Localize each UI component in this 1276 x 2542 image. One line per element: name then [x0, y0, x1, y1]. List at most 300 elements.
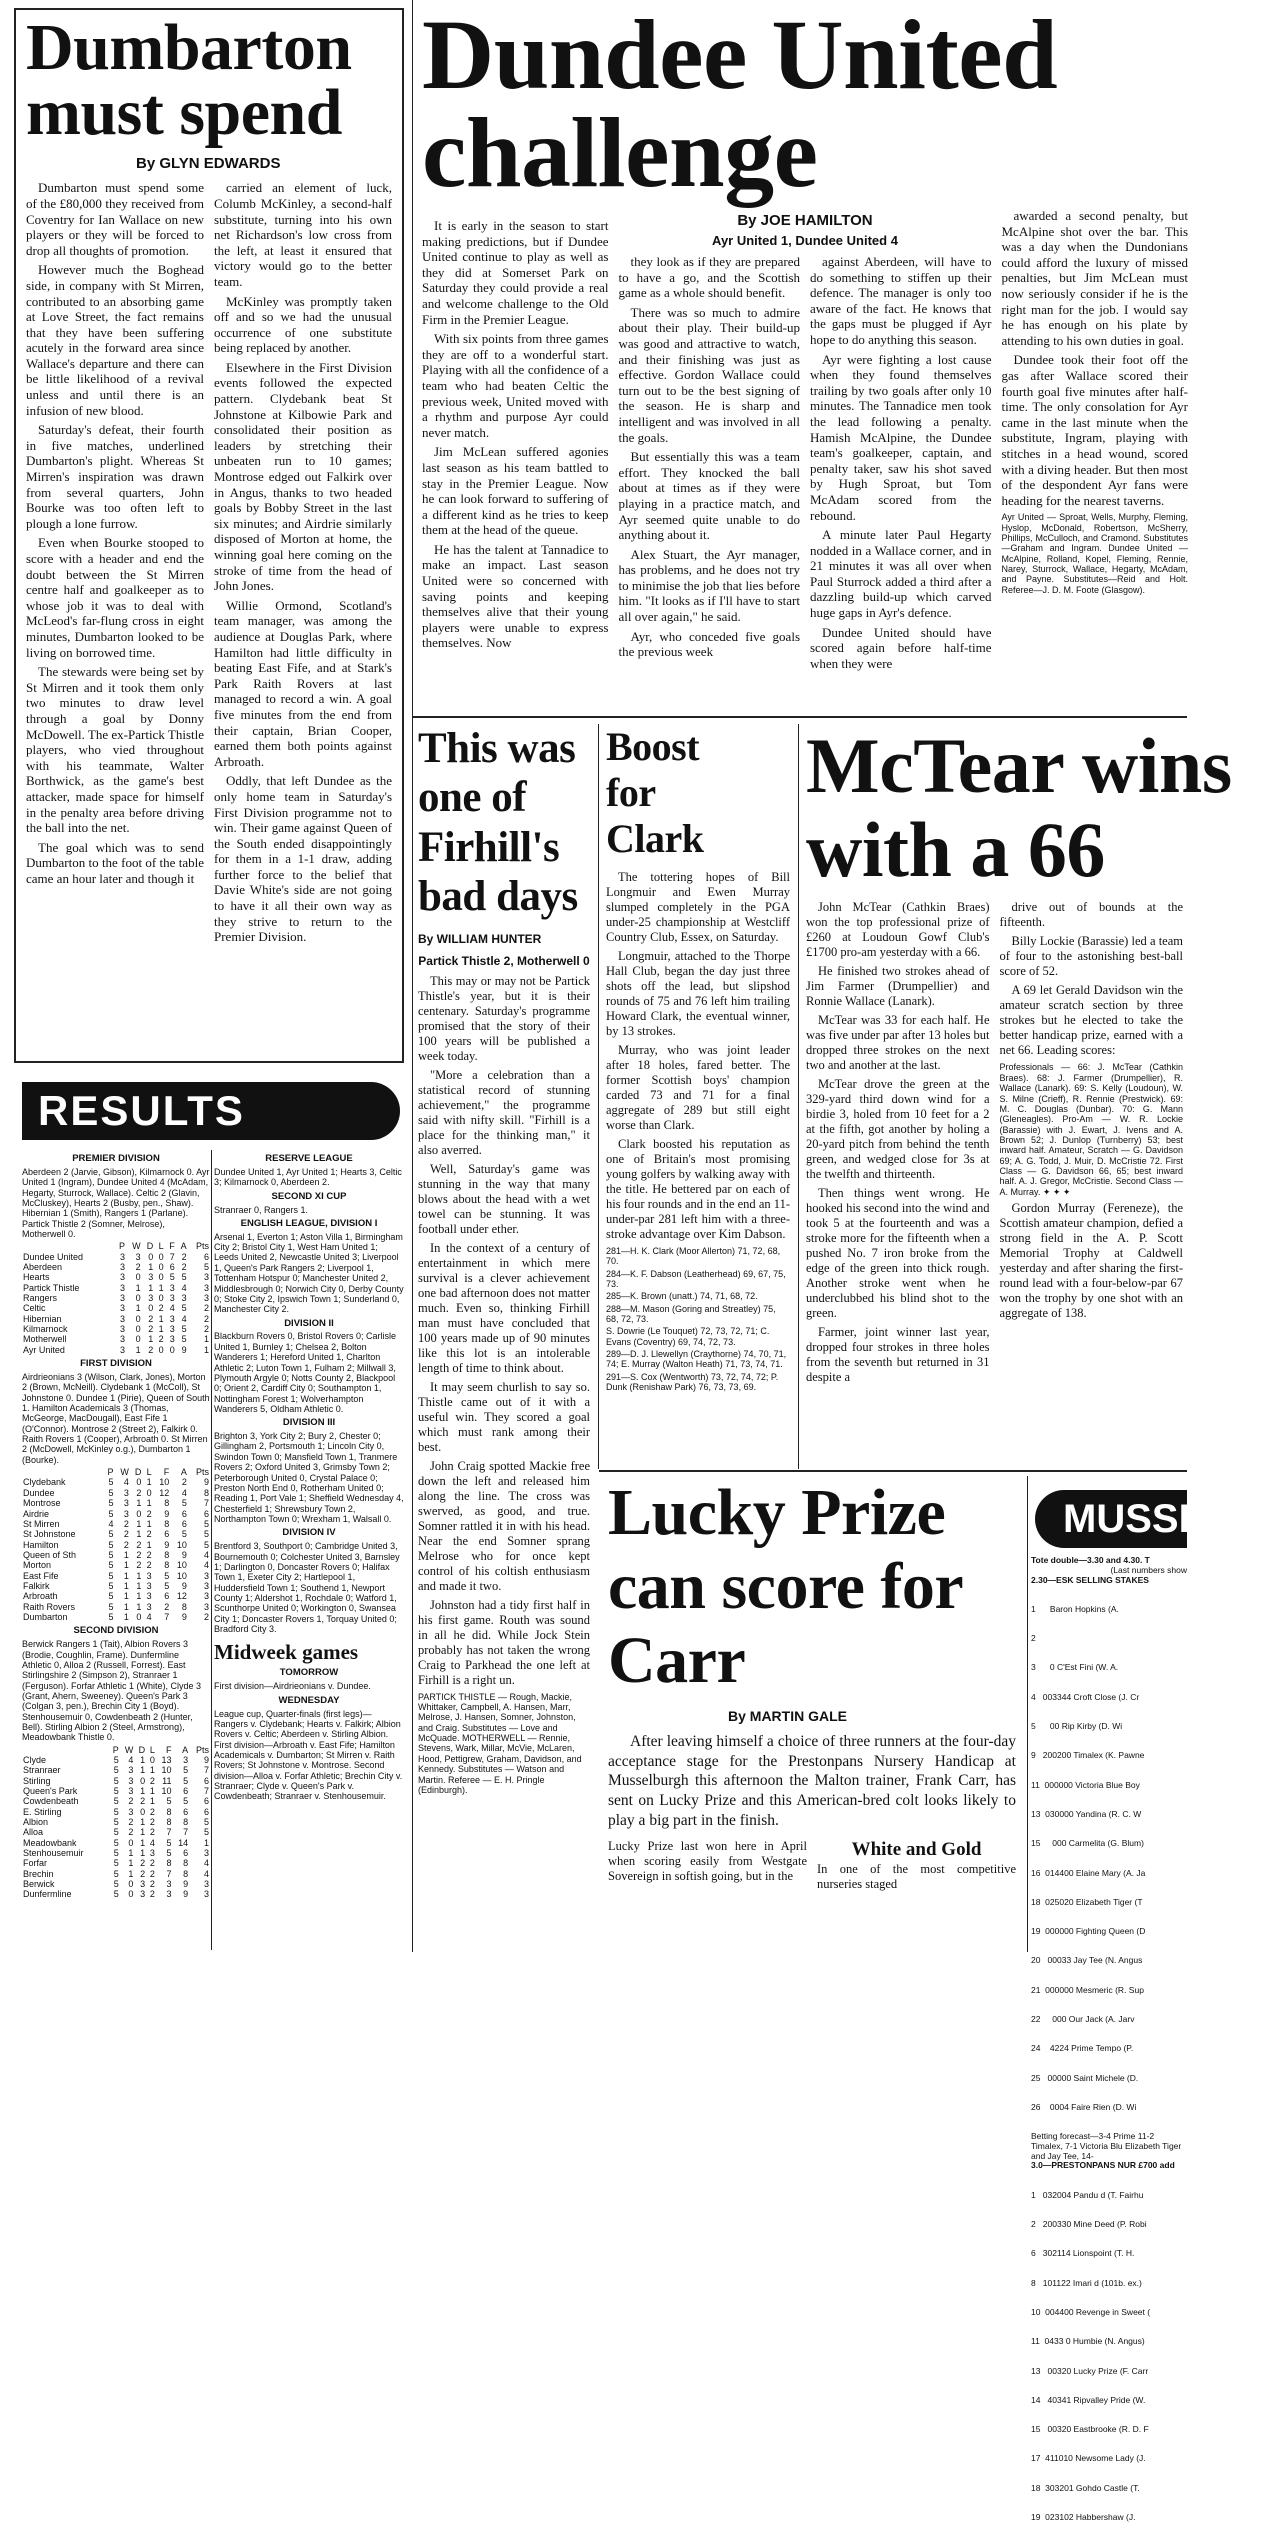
- column-header: [22, 1745, 109, 1755]
- table-cell: 1: [123, 1591, 129, 1602]
- table-cell: 2: [146, 1560, 152, 1571]
- table-cell: 3: [203, 1601, 209, 1612]
- table-cell: 3: [146, 1601, 152, 1612]
- table-cell: 1: [140, 1765, 146, 1776]
- team-name: Dunfermline: [23, 1889, 72, 1900]
- table-cell: 0: [136, 1508, 142, 1519]
- table-cell: 5: [108, 1560, 114, 1571]
- table-cell: 2: [164, 1601, 170, 1612]
- table-cell: 5: [108, 1601, 114, 1612]
- table-cell: 7: [166, 1827, 172, 1838]
- team-name: Albion: [23, 1817, 49, 1828]
- table-cell: 3: [120, 1262, 126, 1273]
- table-cell: 9: [181, 1549, 187, 1560]
- table-cell: 0: [146, 1487, 152, 1498]
- team-name: Motherwell: [23, 1334, 67, 1345]
- table-cell: 2: [149, 1889, 155, 1900]
- runner: 14 40341 Ripvalley Pride (W.: [1031, 2394, 1146, 2405]
- table-cell: 3: [140, 1889, 146, 1900]
- table-cell: 3: [166, 1879, 172, 1890]
- english-div2-results: Blackburn Rovers 0, Bristol Rovers 0; Carlisle United 1, Burnley 1; Chelsea 2, Bolton Wanderers 1; Hereford United 1, Charlton Athletic 2; Luton Town 1, Fulham 2; Millwall 3, Plymouth Argyle 0; Notts County 2, Blackpool 0; Orient 2, Cardiff City 0; Southampton 1, Nottingham Forest 1; Wolverhampton Wanderers 5, Oldham Athletic 0.: [214, 1331, 397, 1414]
- table-cell: 5: [166, 1837, 172, 1848]
- firhill-teams: PARTICK THISTLE — Rough, Mackie, Whittaker, Campbell, A. Hansen, Marr, Melrose, J. Hansen, Somner, Johnston, and Craig. Substitutes — Love and McQuade. MOTHERWELL — Rennie, Stevens, Wark, Millar, McVie, McLaren, Hood, Pettigrew, Graham, Davidson, and Kennedy. Substitutes — Watson and Martin. Referee — E. H. Pringle (Edinburgh).: [418, 1691, 582, 1795]
- lucky-lead: After leaving himself a choice of three runners at the four-day acceptance stage for the Prestonpans Nursery Handicap at Musselburgh this afternoon the Malton trainer, Frank Carr, has sent on Lucky Prize and this American-bred colt looks likely to play a big part in the finish.: [608, 1732, 1016, 1830]
- table-cell: 3: [169, 1282, 175, 1293]
- table-row: [22, 1345, 210, 1355]
- lucky-article: [602, 1476, 1022, 1952]
- table-cell: 2: [140, 1858, 146, 1869]
- table-cell: 10: [176, 1560, 187, 1571]
- table-cell: 5: [166, 1796, 172, 1807]
- dundee-column-1: [422, 208, 609, 675]
- musselburgh-racecard: [1031, 1555, 1187, 2523]
- paragraph: There was so much to admire about their play. Their build-up was good and attractive to watch, and their finishing was just as effective. Gordon Wallace could turn out to be the best signing of the season. He is sharp and intelligent and was involved in all the goals.: [618, 304, 800, 445]
- table-row: [22, 1509, 210, 1519]
- table-cell: 8: [164, 1518, 170, 1529]
- team-name: Airdrie: [23, 1508, 50, 1519]
- table-cell: 3: [203, 1848, 209, 1859]
- table-cell: 0: [135, 1334, 141, 1345]
- table-cell: 2: [136, 1549, 142, 1560]
- runner: 13 00320 Lucky Prize (F. Carr: [1031, 2365, 1149, 2376]
- team-name: Ayr United: [23, 1344, 65, 1355]
- paragraph: He finished two strokes ahead of Jim Farmer (Drumpellier) and Ronnie Wallace (Lanark).: [806, 964, 990, 1009]
- runner: 10 004400 Revenge in Sweet (: [1031, 2306, 1151, 2317]
- table-cell: 0: [149, 1754, 155, 1765]
- premier-results: Aberdeen 2 (Jarvie, Gibson), Kilmarnock 0. Ayr United 1 (Ingram), Dundee United 4 (McAdam, Hegarty, Sturrock, Wallace). Celtic 2 (Glavin, McCluskey), Hearts 2 (Busby, pen., Shaw). Hibernian 1 (Smith), Rangers 1 (Parlane). Partick Thistle 2 (Somner, Melrose), Motherwell 0.: [22, 1166, 210, 1239]
- table-cell: 9: [164, 1508, 170, 1519]
- paragraph: Saturday's defeat, their fourth in five matches, underlined Dumbarton's plight. Whereas St Mirren's inspiration was drawn from several quarters, John Bourke was too often left to plough a lone furrow.: [26, 422, 204, 531]
- table-row: [22, 1765, 210, 1775]
- table-cell: 10: [159, 1477, 170, 1488]
- lucky-headline: Lucky Prize can score for Carr: [608, 1476, 962, 1697]
- team-name: Montrose: [23, 1498, 61, 1509]
- team-name: Morton: [23, 1560, 52, 1571]
- table-cell: 2: [158, 1334, 164, 1345]
- premier-table: [22, 1241, 210, 1355]
- table-cell: 4: [181, 1282, 187, 1293]
- lucky-column-2: [817, 1839, 1016, 1892]
- results-right-column: [214, 1150, 404, 1950]
- table-cell: 2: [149, 1775, 155, 1786]
- table-cell: 1: [146, 1518, 152, 1529]
- paragraph: A minute later Paul Hegarty nodded in a Wallace corner, and in 21 minutes it was all over when Paul Sturrock added a third after a dazzling build-up which carved huge gaps in Ayr's defence.: [810, 527, 992, 621]
- runners-list: [1031, 1585, 1187, 2132]
- table-cell: 5: [203, 1262, 209, 1273]
- mctear-article: [802, 722, 1232, 1469]
- table-row: [22, 1519, 210, 1529]
- column-header: L: [158, 1241, 164, 1252]
- team-name: Berwick: [23, 1879, 55, 1890]
- table-cell: 0: [140, 1806, 146, 1817]
- table-cell: 9: [183, 1879, 189, 1890]
- paragraph: Dumbarton must spend some of the £80,000 they received from Coventry for Ian Wallace on new players or they will be forced to drop all thoughts of promotion.: [26, 180, 204, 258]
- runner: 24 4224 Prime Tempo (P.: [1031, 2043, 1134, 2054]
- table-cell: 2: [148, 1344, 154, 1355]
- table-cell: 5: [181, 1334, 187, 1345]
- english-div4-heading: DIVISION IV: [282, 1527, 336, 1539]
- dundee-teams: Ayr United — Sproat, Wells, Murphy, Fleming, Hyslop, McDonald, Robertson, McSherry, Phillips, McCulloch, and Cramond. Substitutes—Graham and Ingram. Dundee United — McAlpine, Rolland, Kopel, Fleming, Rennie, Narey, Sturrock, Wallace, Hegarty, McAdam, and Payne. Substitutes—Reid and Holt. Referee—J. D. M. Foote (Glasgow).: [1001, 512, 1188, 595]
- dumbarton-column-1: [26, 180, 204, 949]
- paragraph: However much the Boghead side, in company with St Mirren, contributed to an absorbing game at Love Street, the fact remains that they have been suffering acutely in the forward area since Wallace's departure and there can be little likelihood of a revival unless and until there is an infusion of new blood.: [26, 262, 204, 418]
- dundee-byline: By JOE HAMILTON: [737, 212, 873, 229]
- table-row: [22, 1488, 210, 1498]
- table-cell: 6: [181, 1518, 187, 1529]
- table-row: [22, 1303, 210, 1313]
- team-name: E. Stirling: [23, 1806, 62, 1817]
- table-cell: 1: [149, 1796, 155, 1807]
- table-cell: 6: [203, 1806, 209, 1817]
- table-cell: 11: [162, 1775, 172, 1786]
- table-row: [22, 1786, 210, 1796]
- column-rule: [798, 724, 799, 1469]
- team-name: Stenhousemuir: [23, 1848, 84, 1859]
- second-division-results: Berwick Rangers 1 (Tait), Albion Rovers 3 (Brodie, Coughlin, Frame). Dunfermline Athletic 0, Alloa 2 (Russell, Forrest). East Stirlingshire 2 (Simpson 2), Stranraer 1 (Ferguson). Forfar Athletic 1 (White), Clyde 3 (Grant, Ahern, Sweeney). Queen's Park 3 (Colgan 3, pen.), Brechin City 1 (Boyd). Stenhousemuir 0, Cowdenbeath 2 (Hunter, Bell). Stirling Albion 2 (Steel, Armstrong), Meadowbank Thistle 0.: [22, 1639, 202, 1743]
- runner: 2 200330 Mine Deed (P. Robi: [1031, 2219, 1147, 2230]
- table-cell: 2: [146, 1529, 152, 1540]
- column-header: W: [132, 1241, 141, 1252]
- table-cell: 2: [128, 1796, 134, 1807]
- table-cell: 9: [164, 1539, 170, 1550]
- table-row: [22, 1776, 210, 1786]
- table-cell: 0: [140, 1775, 146, 1786]
- firhill-headline: This was one of Firhill's bad days: [418, 725, 578, 921]
- runner: 21 000000 Mesmeric (R. Sup: [1031, 1984, 1144, 1995]
- runner: 18 303201 Gohdo Castle (T.: [1031, 2482, 1140, 2493]
- team-name: Aberdeen: [23, 1262, 63, 1273]
- dundee-column-2: [619, 254, 801, 675]
- table-cell: 1: [136, 1518, 142, 1529]
- table-cell: 9: [183, 1889, 189, 1900]
- paragraph: He has the talent at Tannadice to make an impact. Last season United were so concerned with saving points and keeping themselves alive that their young players were unable to express themselves. Now: [422, 541, 609, 651]
- table-row: [22, 1529, 210, 1539]
- table-cell: 2: [181, 1477, 187, 1488]
- table-cell: 3: [128, 1775, 134, 1786]
- table-cell: 0: [135, 1324, 141, 1335]
- first-division-table: [22, 1467, 210, 1622]
- table-cell: 4: [181, 1487, 187, 1498]
- team-name: St Johnstone: [23, 1529, 76, 1540]
- table-cell: 10: [161, 1786, 172, 1797]
- table-row: [22, 1550, 210, 1560]
- column-header: F: [165, 1744, 172, 1755]
- paragraph: The tottering hopes of Bill Longmuir and Ewen Murray slumped completely in the PGA under-25 championship at Westcliff Country Club, Essex, on Saturday.: [606, 870, 790, 944]
- table-cell: 5: [113, 1806, 119, 1817]
- column-header: [22, 1467, 103, 1477]
- table-cell: 3: [169, 1293, 175, 1304]
- table-cell: 2: [128, 1817, 134, 1828]
- table-cell: 0: [128, 1837, 134, 1848]
- column-header: D: [138, 1744, 146, 1755]
- table-cell: 3: [203, 1293, 209, 1304]
- table-row: [22, 1272, 210, 1282]
- table-header: [22, 1241, 210, 1251]
- paragraph: John Craig spotted Mackie free down the left and released him along the line. The cross was swerved, as good, and true. Somner rattled it in with his head. Near the end Somner sprang Melrose who for once kept control of his coltish enthusiasm and made it two.: [418, 1458, 590, 1593]
- column-header: W: [124, 1744, 134, 1755]
- team-name: Cowdenbeath: [23, 1796, 79, 1807]
- table-cell: 13: [161, 1754, 172, 1765]
- boost-scores: [606, 1246, 790, 1392]
- paragraph: Longmuir, attached to the Thorpe Hall Club, began the day just three shots off the lead, but slipshod rounds of 75 and 76 left him trailing Howard Clark, the eventual winner, by 13 strokes.: [606, 949, 790, 1038]
- paragraph: awarded a second penalty, but McAlpine shot over the bar. This was a day when the Dundonians could afford the luxury of missed penalties, but Jim McLean must now seriously consider if he is the right man for the job. I would say he has enough on his plate by attending to his own duties in goal.: [1001, 208, 1188, 348]
- paragraph: In one of the most competitive nurseries staged: [817, 1861, 1016, 1891]
- paragraph: This may or may not be Partick Thistle's year, but it is their centenary. Saturday's programme promised that the story of their 100 years will be published a week today.: [418, 973, 590, 1063]
- table-cell: 5: [164, 1580, 170, 1591]
- table-cell: 5: [203, 1529, 209, 1540]
- table-cell: 3: [183, 1754, 189, 1765]
- dumbarton-article: [14, 8, 404, 1063]
- race-heading: 3.0—PRESTONPANS NUR £700 add: [1031, 2160, 1175, 2171]
- table-cell: 0: [136, 1477, 142, 1488]
- score-line: 281—H. K. Clark (Moor Allerton) 71, 72, 68, 70.: [606, 1246, 781, 1267]
- runner: 3 0 C'Est Fini (W. A.: [1031, 1662, 1119, 1673]
- team-name: Rangers: [23, 1293, 58, 1304]
- table-cell: 3: [203, 1570, 209, 1581]
- table-cell: 0: [158, 1293, 164, 1304]
- team-name: Dumbarton: [23, 1611, 68, 1622]
- english-div2-heading: DIVISION II: [284, 1317, 334, 1329]
- column-header: F: [169, 1241, 175, 1252]
- table-cell: 3: [146, 1591, 152, 1602]
- table-cell: 0: [135, 1272, 141, 1283]
- team-name: Stranraer: [23, 1765, 61, 1776]
- team-name: Queen's Park: [23, 1786, 78, 1797]
- table-cell: 6: [183, 1786, 189, 1797]
- first-division-heading: FIRST DIVISION: [80, 1358, 152, 1370]
- paragraph: But essentially this was a team effort. They knocked the ball about at times as if they were playing in a practice match, and Ayr seemed quite unable to do anything about it.: [618, 449, 800, 543]
- table-cell: 8: [183, 1817, 189, 1828]
- table-cell: 5: [183, 1765, 189, 1776]
- runner: 1 032004 Pandu d (T. Fairhu: [1031, 2189, 1144, 2200]
- white-and-gold-heading: White and Gold: [851, 1838, 982, 1860]
- runner: 1 Baron Hopkins (A.: [1031, 1603, 1119, 1614]
- table-cell: 5: [108, 1477, 114, 1488]
- table-cell: 4: [203, 1868, 209, 1879]
- table-cell: 1: [128, 1848, 134, 1859]
- column-header: [22, 1241, 114, 1251]
- table-row: [22, 1796, 210, 1806]
- paragraph: Ayr, who conceded five goals the previous week: [618, 628, 800, 660]
- runner: 9 200200 Timalex (K. Pawne: [1031, 1750, 1145, 1761]
- table-cell: 3: [120, 1282, 126, 1293]
- column-header: D: [146, 1241, 154, 1252]
- column-header: L: [149, 1744, 155, 1755]
- first-division-results: Airdrieonians 3 (Wilson, Clark, Jones), Morton 2 (Brown, McNeill). Clydebank 1 (McColl), St Johnstone 0. Dundee 1 (Pirie), Queen of South 1. Hamilton Academicals 3 (Thomas, McGeorge, MacDougall), East Fife 1 (O'Connor). Montrose 2 (Street 2), Falkirk 0. Raith Rovers 1 (Cooper), Arbroath 0. St Mirren 2 (McDowell, McKinley o.g.), Dumbarton 1 (Bourke).: [22, 1372, 210, 1465]
- runner: 4 003344 Croft Close (J. Cr: [1031, 1691, 1140, 1702]
- paragraph: against Aberdeen, will have to do something to stiffen up their defence. The manager is only too aware of the fact. He knows that the gaps must be plugged if Ayr hope to do anything this season.: [810, 254, 992, 347]
- table-cell: 3: [135, 1251, 141, 1262]
- table-row: [22, 1314, 210, 1324]
- column-header: P: [119, 1241, 126, 1252]
- table-cell: 2: [136, 1539, 142, 1550]
- table-cell: 1: [158, 1324, 164, 1335]
- table-cell: 5: [113, 1775, 119, 1786]
- table-cell: 7: [203, 1765, 209, 1776]
- table-cell: 3: [169, 1324, 175, 1335]
- results-banner: RESULTS: [22, 1082, 400, 1140]
- table-cell: 9: [181, 1580, 187, 1591]
- table-row: [22, 1879, 210, 1889]
- table-cell: 1: [203, 1344, 209, 1355]
- table-cell: 1: [136, 1570, 142, 1581]
- last-numbers-note: (Last numbers show: [1110, 1564, 1187, 1575]
- dumbarton-headline: Dumbarton must spend: [26, 11, 352, 149]
- table-cell: 1: [158, 1282, 164, 1293]
- table-cell: 3: [123, 1508, 129, 1519]
- table-cell: 8: [164, 1549, 170, 1560]
- table-cell: 2: [149, 1858, 155, 1869]
- paragraph: Oddly, that left Dundee as the only home team in Saturday's First Division programme not to win. Their game against Queen of the South ended disappointingly for them in a 1-1 draw, adding further force to the belief that Davie White's side are not going to have it all their own way as they strive to return to the Premier Division.: [214, 773, 392, 945]
- table-cell: 2: [140, 1868, 146, 1879]
- paragraph: Willie Ormond, Scotland's team manager, was among the audience at Douglas Park, where Hamilton had little difficulty in beating East Fife, and at Stark's Park Raith Rovers at last managed to record a win. A goal five minutes from the end from their captain, Brian Cooper, earned them both points against Arbroath.: [214, 597, 392, 769]
- table-cell: 1: [146, 1498, 152, 1509]
- table-cell: 2: [203, 1611, 209, 1622]
- table-cell: 5: [108, 1611, 114, 1622]
- table-row: [22, 1889, 210, 1899]
- table-cell: 4: [203, 1549, 209, 1560]
- table-cell: 1: [136, 1591, 142, 1602]
- table-cell: 2: [149, 1868, 155, 1879]
- table-cell: 2: [148, 1324, 154, 1335]
- table-cell: 3: [140, 1879, 146, 1890]
- table-cell: 9: [181, 1611, 187, 1622]
- betting-forecast: Betting forecast—3-4 Prime 11-2 Timalex, 7-1 Victoria Blu Elizabeth Tiger and Jay Tee, 14-: [1031, 2131, 1182, 2161]
- table-cell: 3: [120, 1313, 126, 1324]
- table-cell: 2: [146, 1549, 152, 1560]
- table-row: [22, 1612, 210, 1622]
- table-cell: 3: [120, 1324, 126, 1335]
- table-cell: 0: [158, 1262, 164, 1273]
- dundee-column-4: [1002, 208, 1189, 675]
- team-name: Clyde: [23, 1754, 47, 1765]
- table-cell: 3: [203, 1282, 209, 1293]
- table-row: [22, 1838, 210, 1848]
- table-cell: 1: [148, 1334, 154, 1345]
- runners-list: [1031, 2171, 1187, 2542]
- table-cell: 8: [166, 1817, 172, 1828]
- table-cell: 5: [108, 1529, 114, 1540]
- table-cell: 5: [113, 1827, 119, 1838]
- table-cell: 1: [135, 1344, 141, 1355]
- table-cell: 12: [176, 1591, 187, 1602]
- table-cell: 3: [120, 1334, 126, 1345]
- table-row: [22, 1817, 210, 1827]
- table-cell: 0: [169, 1344, 175, 1355]
- table-cell: 8: [164, 1560, 170, 1571]
- table-row: [22, 1827, 210, 1837]
- paragraph: With six points from three games they are off to a wonderful start. Playing with all the confidence of a team who had beaten Celtic the previous week, United moved with a rhythm and purpose Ayr could never match.: [422, 331, 609, 440]
- firhill-score: Partick Thistle 2, Motherwell 0: [418, 953, 590, 968]
- table-cell: 6: [203, 1775, 209, 1786]
- table-cell: 5: [183, 1775, 189, 1786]
- table-cell: 4: [169, 1303, 175, 1314]
- table-cell: 8: [203, 1487, 209, 1498]
- table-row: [22, 1858, 210, 1868]
- boost-headline: Boost for Clark: [606, 724, 704, 861]
- midweek-games-heading: Midweek games: [214, 1640, 359, 1665]
- table-cell: 5: [164, 1570, 170, 1581]
- premier-heading: PREMIER DIVISION: [72, 1153, 160, 1164]
- table-cell: 5: [113, 1889, 119, 1900]
- column-rule: [211, 1150, 212, 1950]
- table-cell: 5: [113, 1848, 119, 1859]
- wednesday-heading: WEDNESDAY: [278, 1694, 340, 1706]
- table-row: [22, 1755, 210, 1765]
- table-row: [22, 1498, 210, 1508]
- table-cell: 3: [128, 1786, 134, 1797]
- english-div4-results: Brentford 3, Southport 0; Cambridge United 3, Bournemouth 0; Colchester United 3, Barnsley 1; Darlington 0, Doncaster Rovers 0; Halifax Town 1, Exeter City 2; Hartlepool 1, Huddersfield Town 1; Southend 1, Newport County 1; Aldershot 1, Rochdale 0; Watford 1, Scunthorpe United 0; Workington 0, Swansea City 1; Doncaster Rovers 1, Torquay United 0; Bradford City 3.: [214, 1541, 400, 1634]
- runner: 13 030000 Yandina (R. C. W: [1031, 1808, 1142, 1819]
- team-name: Meadowbank: [23, 1837, 77, 1848]
- table-cell: 4: [108, 1518, 114, 1529]
- paragraph: Gordon Murray (Fereneze), the Scottish amateur champion, defied a strong field in the A. P. Scott Memorial Trophy at Caldwell yesterday and after sharing the first-round lead with a four-below-par 67 won the trophy by one shot with an aggregate of 138.: [999, 1200, 1183, 1320]
- table-cell: 10: [176, 1539, 187, 1550]
- paragraph: McTear drove the green at the 329-yard third down wind for a birdie 3, holed from 10 feet for a 2 at the fifth, got another by holing a 20-yard pitch from behind the tenth green, and wedged close for 3s at the twelfth and thirteenth.: [806, 1077, 990, 1182]
- table-cell: 5: [169, 1272, 175, 1283]
- table-row: [22, 1571, 210, 1581]
- table-cell: 1: [148, 1282, 154, 1293]
- table-row: [22, 1334, 210, 1344]
- table-cell: 7: [203, 1498, 209, 1509]
- table-cell: 3: [120, 1344, 126, 1355]
- table-cell: 2: [203, 1303, 209, 1314]
- team-name: East Fife: [23, 1570, 59, 1581]
- firhill-article: [414, 724, 594, 1950]
- table-cell: 3: [123, 1487, 129, 1498]
- table-cell: 1: [123, 1611, 129, 1622]
- paragraph: Then things went wrong. He hooked his second into the wind and took 5 at the fourteenth and was a stroke more for the fifteenth when a pushed No. 7 iron broke from the edge of the green into thick rough. Another stroke went when he underclubbed his blind shot to the green.: [806, 1186, 990, 1321]
- column-header: W: [120, 1467, 129, 1478]
- table-row: [22, 1477, 210, 1487]
- english-div1-heading: ENGLISH LEAGUE, DIVISION I: [240, 1217, 378, 1229]
- table-cell: 2: [149, 1879, 155, 1890]
- second-xi-heading: SECOND XI CUP: [271, 1190, 347, 1202]
- table-cell: 4: [181, 1313, 187, 1324]
- table-cell: 1: [123, 1601, 129, 1612]
- team-name: Hamilton: [23, 1539, 59, 1550]
- table-cell: 2: [181, 1262, 187, 1273]
- second-division-table: [22, 1745, 210, 1900]
- column-header: Pts: [195, 1744, 209, 1755]
- race-heading: 2.30—ESK SELLING STAKES: [1031, 1574, 1149, 1585]
- table-header: [22, 1745, 210, 1755]
- table-cell: 2: [128, 1827, 134, 1838]
- team-name: St Mirren: [23, 1518, 60, 1529]
- table-cell: 2: [149, 1806, 155, 1817]
- table-cell: 4: [128, 1754, 134, 1765]
- table-cell: 2: [149, 1827, 155, 1838]
- score-line: 291—S. Cox (Wentworth) 73, 72, 74, 72; P. Dunk (Renishaw Park) 76, 73, 73, 69.: [606, 1371, 779, 1393]
- table-cell: 4: [149, 1837, 155, 1848]
- table-cell: 1: [149, 1786, 155, 1797]
- table-cell: 1: [140, 1817, 146, 1828]
- paragraph: The goal which was to send Dumbarton to the foot of the table came an hour later and though it: [26, 839, 204, 886]
- paragraph: Alex Stuart, the Ayr manager, has problems, and he does not try to minimise the job that lies before him. "It looks as if I'll have to start all over again," he said.: [618, 546, 800, 625]
- section-rule: [413, 716, 1187, 718]
- table-cell: 3: [203, 1272, 209, 1283]
- runner: 22 000 Our Jack (A. Jarv: [1031, 2013, 1135, 2024]
- paragraph: A 69 let Gerald Davidson win the amateur scratch section by three strokes but he elected to take the better handicap prize, earned with a net 66. Leading scores:: [999, 983, 1183, 1058]
- table-cell: 1: [140, 1848, 146, 1859]
- table-cell: 1: [136, 1580, 142, 1591]
- runner: 15 00320 Eastbrooke (R. D. F: [1031, 2424, 1149, 2435]
- table-cell: 5: [108, 1487, 114, 1498]
- table-cell: 4: [146, 1611, 152, 1622]
- team-name: Dundee United: [23, 1251, 84, 1262]
- table-cell: 3: [123, 1498, 129, 1509]
- tomorrow-fixtures: First division—Airdrieonians v. Dundee.: [214, 1681, 371, 1692]
- table-row: [22, 1540, 210, 1550]
